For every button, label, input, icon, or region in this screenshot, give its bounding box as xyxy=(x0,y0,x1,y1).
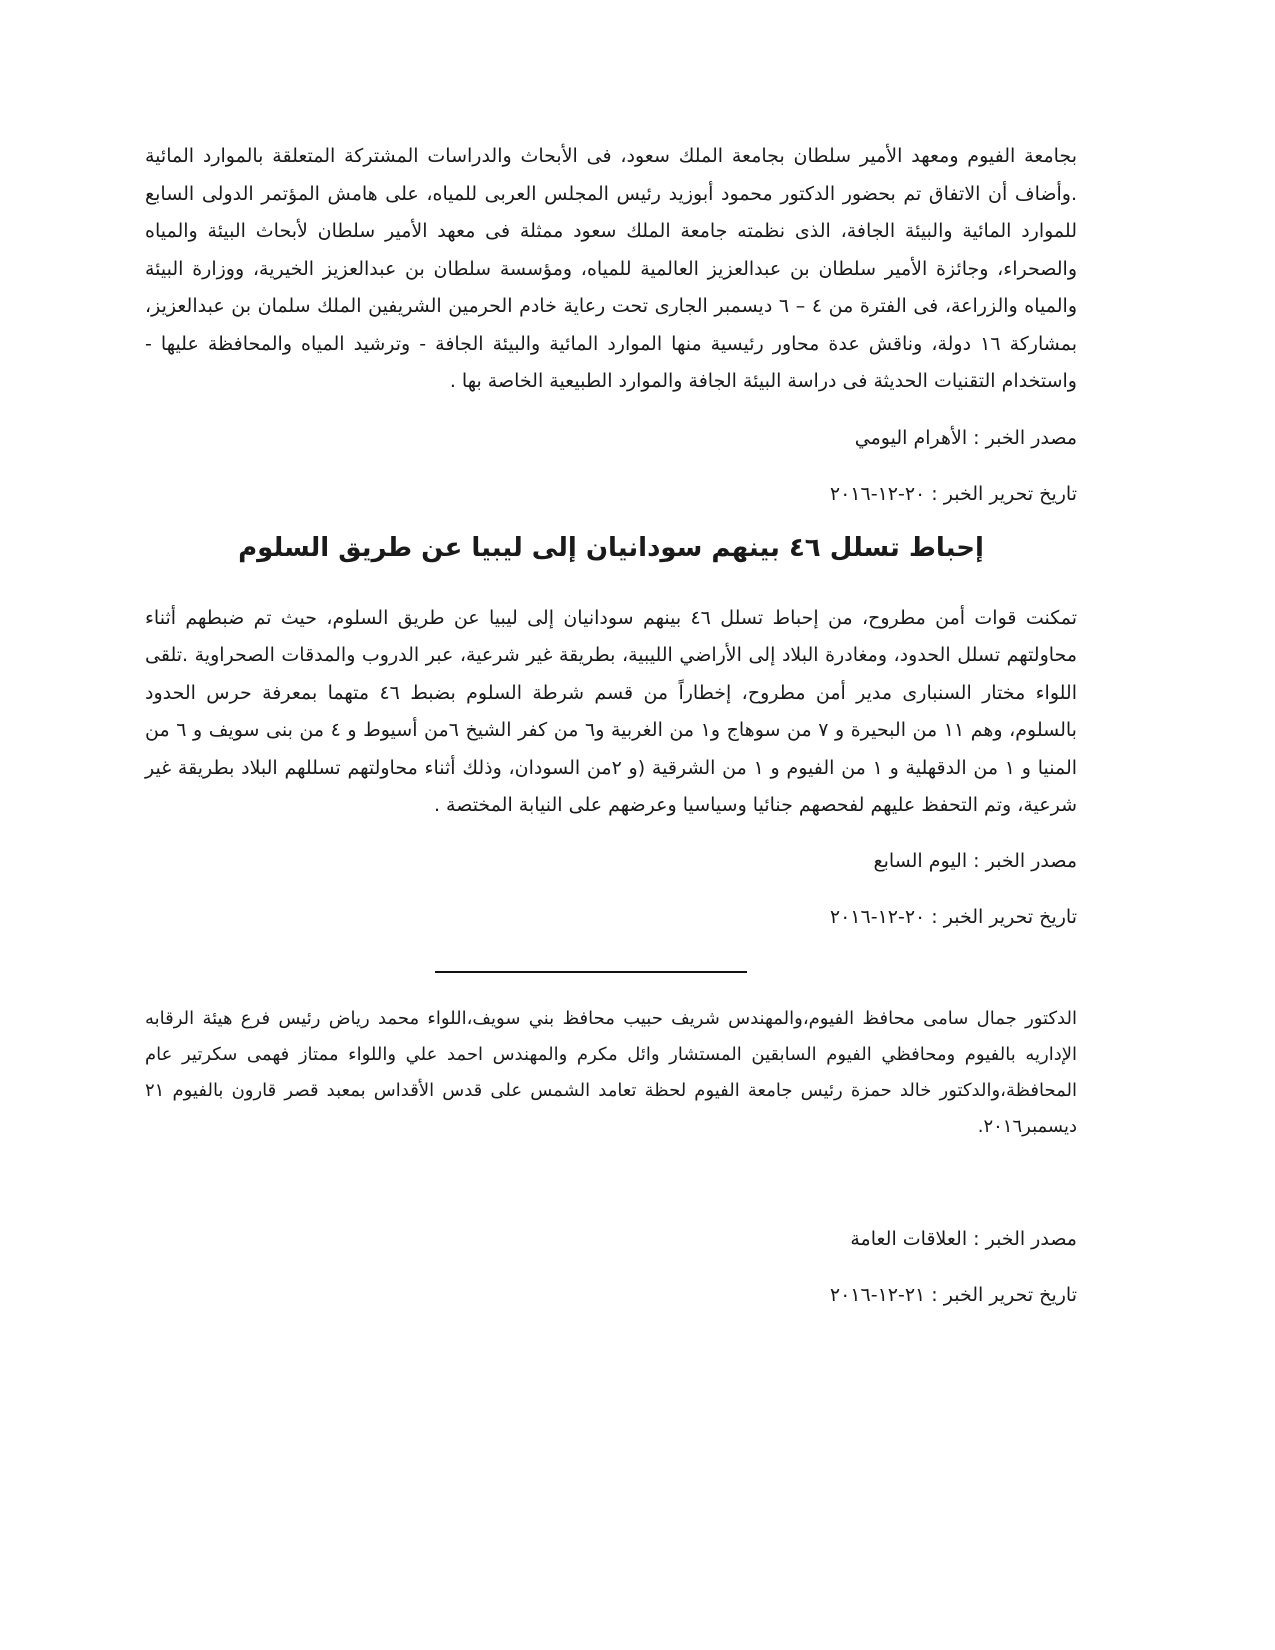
article3-source: مصدر الخبر : العلاقات العامة xyxy=(850,1227,1077,1250)
article2-date: تاريخ تحرير الخبر : ٢٠-١٢-٢٠١٦ xyxy=(829,905,1077,928)
article1-source: مصدر الخبر : الأهرام اليومي xyxy=(854,426,1077,449)
article3-date: تاريخ تحرير الخبر : ٢١-١٢-٢٠١٦ xyxy=(829,1283,1077,1306)
article2-headline: إحباط تسلل ٤٦ بينهم سودانيان إلى ليبيا عن طريق السلوم xyxy=(238,532,984,563)
article3-paragraph: الدكتور جمال سامى محافظ الفيوم،والمهندس شريف حبيب محافظ بني سويف،اللواء محمد رياض رئيس فرع هيئة الرقابه الإداريه بالفيوم ومحافظي الفيوم السابقين المستشار وائل مكرم والمهندس احمد علي واللواء ممتاز فهمى سكرتير عام المحافظة،والدكتور خالد حمزة رئيس جامعة الفيوم لحظة تعامد الشمس على قدس الأقداس بمعبد قصر قارون بالفيوم ٢١ ديسمبر٢٠١٦. xyxy=(145,1007,1077,1137)
article2-paragraph: تمكنت قوات أمن مطروح، من إحباط تسلل ٤٦ بينهم سودانيان إلى ليبيا عن طريق السلوم، حيث تم ضبطهم أثناء محاولتهم تسلل الحدود، ومغادرة البلاد إلى الأراضي الليبية، بطريقة غير شرعية، عبر الدروب والمدقات الصحراوية .تلقى اللواء مختار السنبارى مدير أمن مطروح، إخطاراً من قسم شرطة السلوم بضبط ٤٦ متهما بمعرفة حرس الحدود بالسلوم، وهم ١١ من البحيرة و ٧ من سوهاج و١ من الغربية و٦ من كفر الشيخ ٦من أسيوط و ٤ من بنى سويف و ٦ من المنيا و ١ من الدقهلية و ١ من الفيوم و ١ من الشرقية (و ٢من السودان، وذلك أثناء محاولتهم تسللهم البلاد بطريقة غير شرعية، وتم التحفظ عليهم لفحصهم جنائيا وسياسيا وعرضهم على النيابة المختصة . xyxy=(145,606,1078,816)
article1-date: تاريخ تحرير الخبر : ٢٠-١٢-٢٠١٦ xyxy=(829,482,1077,505)
article2-source: مصدر الخبر : اليوم السابع xyxy=(873,849,1077,872)
section-divider xyxy=(435,971,747,973)
document-page xyxy=(145,138,1077,1309)
article1-paragraph: بجامعة الفيوم ومعهد الأمير سلطان بجامعة الملك سعود، فى الأبحاث والدراسات المشتركة المتعلقة بالموارد المائية .وأضاف أن الاتفاق تم بحضور الدكتور محمود أبوزيد رئيس المجلس العربى للمياه، على هامش المؤتمر الدولى السابع للموارد المائية والبيئة الجافة، الذى نظمته جامعة الملك سعود ممثلة فى معهد الأمير سلطان لأبحاث البيئة والمياه والصحراء، وجائزة الأمير سلطان بن عبدالعزيز العالمية للمياه، ومؤسسة سلطان بن عبدالعزيز الخيرية، ووزارة البيئة والمياه والزراعة، فى الفترة من ٤ – ٦ ديسمبر الجارى تحت رعاية خادم الحرمين الشريفين الملك سلمان بن عبدالعزيز، بمشاركة ١٦ دولة، وناقش عدة محاور رئيسية منها الموارد المائية والبيئة الجافة - وترشيد المياه والمحافظة عليها - واستخدام التقنيات الحديثة فى دراسة البيئة الجافة والموارد الطبيعية الخاصة بها . xyxy=(145,145,1077,392)
